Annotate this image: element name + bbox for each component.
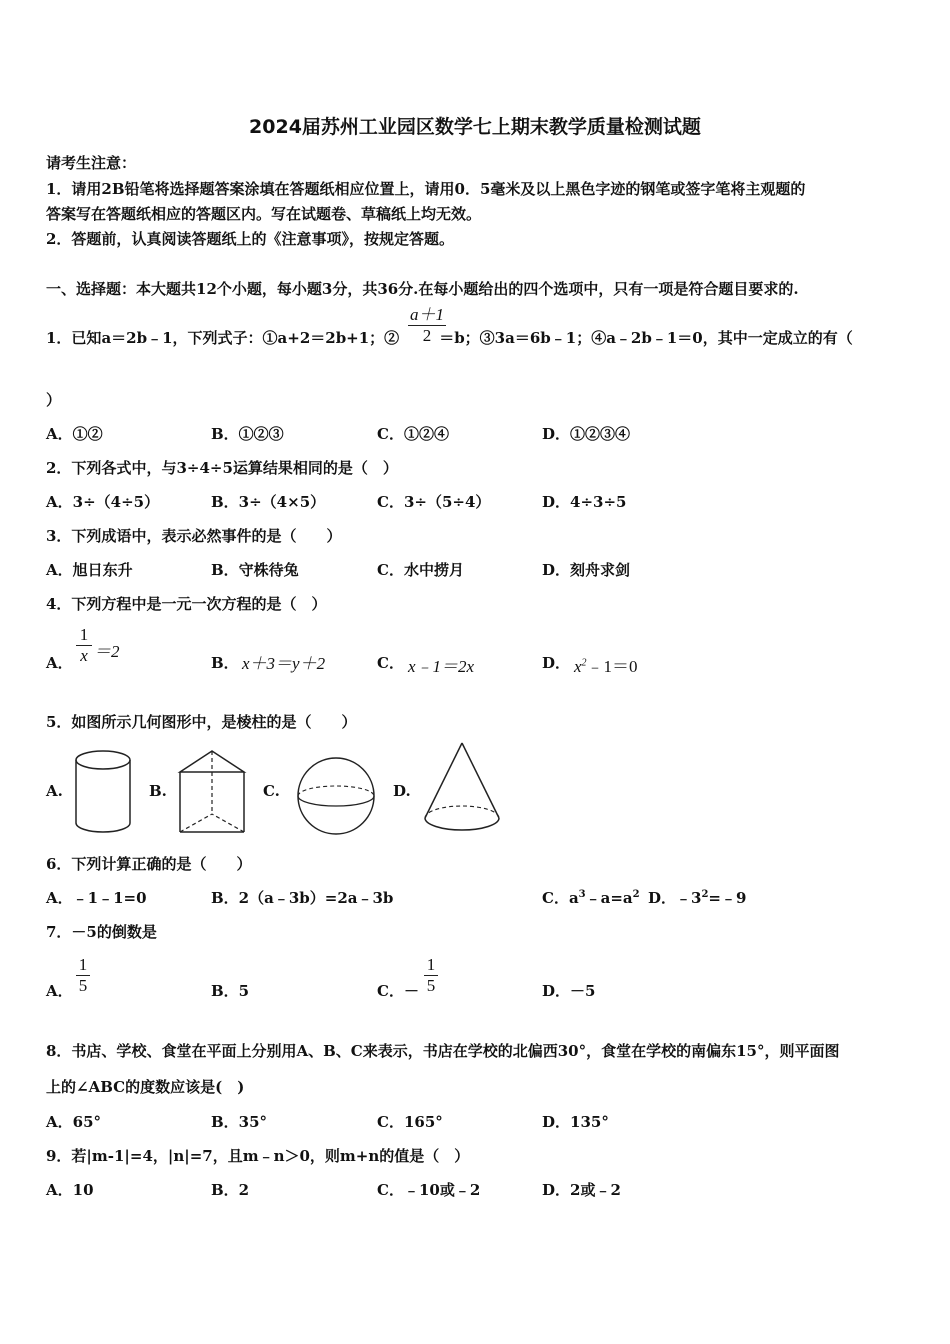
question-1-stem	[46, 327, 853, 348]
q1-option-b[interactable]: B．①②③	[211, 425, 284, 443]
q2-option-b[interactable]: B．3÷（4×5）	[211, 493, 326, 511]
q5-option-b[interactable]: B.	[149, 782, 167, 800]
notice-line-1: 1．请用2B铅笔将选择题答案涂填在答题纸相应位置上，请用0．5毫米及以上黑色字迹的钢笔或签字笔将主观题的	[46, 180, 806, 198]
q4-d-exp: 2	[581, 657, 587, 669]
q9-option-a[interactable]: A．10	[46, 1181, 94, 1199]
q3-option-c[interactable]: C．水中捞月	[377, 561, 464, 579]
q8-option-a[interactable]: A．65°	[46, 1113, 102, 1131]
question-4-stem: 4．下列方程中是一元一次方程的是（ ）	[46, 595, 327, 613]
q5-option-d[interactable]: D.	[393, 782, 411, 800]
page-title: 2024届苏州工业园区数学七上期末教学质量检测试题	[249, 116, 701, 138]
q4-option-b[interactable]: B．	[211, 654, 239, 672]
q7-option-c[interactable]: C．－	[377, 982, 419, 1000]
q4-b-expr: x＋3＝y＋2	[242, 654, 326, 673]
cylinder-figure	[72, 748, 134, 836]
q8-option-c[interactable]: C．165°	[377, 1113, 443, 1131]
q7-option-b[interactable]: B．5	[211, 982, 250, 1000]
q5-option-c[interactable]: C.	[263, 782, 280, 800]
q8-option-b[interactable]: B．35°	[211, 1113, 268, 1131]
question-7-stem: 7．－5的倒数是	[46, 923, 157, 941]
q3-option-d[interactable]: D．刻舟求剑	[542, 561, 631, 579]
q6-d-part2: =﹣9	[708, 889, 747, 907]
q7-a-den: 5	[78, 976, 88, 995]
question-6-stem: 6．下列计算正确的是（ ）	[46, 855, 252, 873]
q1-stem-d: ＝b；③3a＝6b﹣1；④a﹣2b﹣1＝0，其中一定成立的有（	[439, 329, 853, 347]
q1-stem-c: a+2＝2b+1；②	[277, 329, 400, 347]
q7-c-den: 5	[426, 976, 436, 995]
notice-line-2: 答案写在答题纸相应的答题区内。写在试题卷、草稿纸上均无效。	[46, 205, 482, 223]
question-9-stem: 9．若|m-1|=4，|n|=7，且m﹣n＞0，则m+n的值是（ ）	[46, 1147, 470, 1165]
q4-option-d[interactable]: D．	[542, 654, 571, 672]
q5-option-a[interactable]: A.	[46, 782, 63, 800]
q4-d-rest: ﹣1＝0	[586, 657, 638, 676]
q1-option-d[interactable]: D．①②③④	[542, 425, 631, 443]
question-8-stem-1: 8．书店、学校、食堂在平面上分别用A、B、C来表示，书店在学校的北偏西30°，食堂在学校的南偏东15°，则平面图	[46, 1042, 840, 1060]
q1-close-paren: ）	[46, 391, 62, 409]
q4-c-expr: x﹣1＝2x	[408, 657, 475, 676]
q6-option-d[interactable]	[648, 887, 746, 908]
q7-c-fraction	[424, 955, 438, 996]
question-2-stem: 2．下列各式中，与3÷4÷5运算结果相同的是（ ）	[46, 459, 398, 477]
q6-c-part2: ﹣a=a	[585, 889, 633, 907]
question-3-stem: 3．下列成语中，表示必然事件的是（ ）	[46, 527, 342, 545]
q6-c-sup1: 3	[578, 889, 586, 900]
q9-option-b[interactable]: B．2	[211, 1181, 250, 1199]
q1-option-a[interactable]: A．①②	[46, 425, 103, 443]
q7-c-num: 1	[426, 955, 436, 974]
q9-option-c[interactable]: C．﹣10或﹣2	[377, 1181, 481, 1199]
q3-option-a[interactable]: A．旭日东升	[46, 561, 133, 579]
q1-frac-num: a＋1	[410, 305, 444, 324]
q2-option-d[interactable]: D．4÷3÷5	[542, 493, 627, 511]
q8-option-d[interactable]: D．135°	[542, 1113, 609, 1131]
prism-figure	[176, 748, 248, 838]
q7-a-num: 1	[78, 955, 88, 974]
q4-option-c[interactable]: C．	[377, 654, 404, 672]
q4-d-base: x	[574, 657, 582, 676]
q2-option-c[interactable]: C．3÷（5÷4）	[377, 493, 491, 511]
q7-option-d[interactable]: D．－5	[542, 982, 596, 1000]
q4-d-expr	[574, 652, 638, 677]
notice-heading: 请考生注意：	[46, 154, 137, 172]
q7-option-a[interactable]: A．	[46, 982, 73, 1000]
q3-option-b[interactable]: B．守株待兔	[211, 561, 299, 579]
q4-a-rest: ＝2	[94, 642, 120, 661]
q6-d-sup: 2	[701, 889, 709, 900]
section-heading: 一、选择题：本大题共12个小题，每小题3分，共36分.在每小题给出的四个选项中，只有一项是符合题目要求的.	[46, 280, 799, 298]
question-5-stem: 5．如图所示几何图形中，是棱柱的是（ ）	[46, 713, 357, 731]
q9-option-d[interactable]: D．2或﹣2	[542, 1181, 621, 1199]
q4-a-num: 1	[79, 625, 89, 644]
q4-option-a[interactable]: A．	[46, 654, 73, 672]
q1-option-c[interactable]: C．①②④	[377, 425, 449, 443]
q6-option-b[interactable]: B．2（a﹣3b）=2a﹣3b	[211, 889, 394, 907]
cone-figure	[420, 740, 504, 836]
q6-d-part1: D．﹣3	[648, 889, 702, 907]
q1-stem-b: a＝2b﹣1，下列式子：①	[101, 329, 278, 347]
q6-c-part1: C．a	[542, 889, 579, 907]
q4-a-fraction	[76, 625, 92, 666]
q1-fraction	[408, 300, 446, 346]
sphere-figure	[292, 756, 380, 836]
q6-c-sup2: 2	[632, 889, 640, 900]
q6-option-c[interactable]	[542, 887, 640, 908]
q7-a-fraction	[76, 955, 90, 996]
q4-a-den: x	[80, 646, 88, 665]
notice-line-3: 2．答题前，认真阅读答题纸上的《注意事项》，按规定答题。	[46, 230, 454, 248]
q6-option-a[interactable]: A．﹣1﹣1=0	[46, 889, 147, 907]
question-8-stem-2: 上的∠ABC的度数应该是( )	[46, 1078, 245, 1096]
q1-frac-den: 2	[422, 326, 432, 345]
q1-stem-a: 1．已知	[46, 329, 102, 347]
q2-option-a[interactable]: A．3÷（4÷5）	[46, 493, 160, 511]
